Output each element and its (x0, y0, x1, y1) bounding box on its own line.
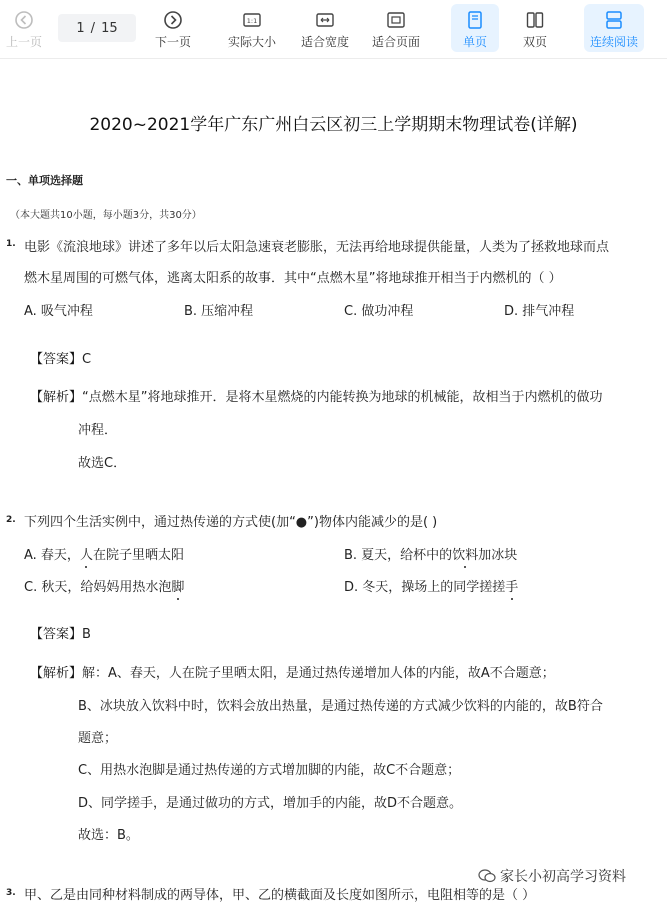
page-separator: / (90, 20, 96, 36)
question-3-stem: 甲、乙是由同种材料制成的两导体，甲、乙的横截面及长度如图所示，电阻相等的是（ ） (24, 888, 536, 903)
chevron-right-circle-icon (163, 10, 183, 30)
prev-page-label: 上一页 (5, 35, 42, 49)
question-number: 2. (6, 515, 16, 525)
fit-page-icon (386, 10, 406, 30)
option-text: D. 冬天，操场上的同学搓搓 (344, 580, 506, 595)
analysis-line-2: B、冰块放入饮料中时，饮料会放出热量，是通过热传递的方式减少饮料的内能的，故B符合 (78, 699, 603, 714)
next-page-label: 下一页 (154, 35, 191, 49)
option-text: A. 春天， (24, 548, 80, 563)
option-d: D. 排气冲程 (504, 304, 575, 319)
analysis-line-6: 故选：B。 (78, 828, 139, 843)
analysis-line-1 (30, 664, 555, 684)
analysis-line-4: C、用热水泡脚是通过热传递的方式增加脚的内能，故C不合题意； (78, 763, 461, 778)
double-page-icon (525, 10, 545, 30)
analysis-line-3: 故选C． (78, 456, 127, 471)
option-d (344, 578, 518, 598)
analysis-tag: 【解析】 (30, 666, 83, 681)
wechat-logo-icon (478, 868, 496, 884)
page-total: 15 (101, 20, 118, 36)
single-page-button[interactable] (451, 4, 499, 52)
watermark (478, 866, 626, 886)
emphasis-dot-text: 饮料 (452, 548, 479, 563)
question-number: 3. (6, 888, 16, 898)
section-heading: 一、单项选择题 (6, 174, 83, 187)
option-text: 加冰块 (478, 548, 518, 563)
analysis-text: “点燃木星”将地球推开．是将木星燃烧的内能转换为地球的机械能，故相当于内燃机的做功 (82, 390, 603, 405)
option-c: C. 做功冲程 (344, 304, 414, 319)
single-page-icon (465, 10, 485, 30)
section-note: （本大题共10小题，每小题3分，共30分） (10, 210, 202, 221)
emphasis-dot-text: 手 (505, 580, 519, 595)
actual-size-icon (242, 10, 262, 30)
answer-tag: 【答案】 (30, 352, 83, 367)
fit-page-label: 适合页面 (371, 35, 420, 49)
question-1-line-2: 燃木星周围的可燃气体，逃离太阳系的故事．其中“点燃木星”将地球推开相当于内燃机的（ ） (24, 271, 562, 286)
answer-value: C (82, 352, 92, 367)
answer-line (30, 625, 91, 645)
answer-value: B (82, 627, 91, 642)
continuous-read-icon (604, 10, 624, 30)
question-2-stem: 下列四个生活实例中，通过热传递的方式使(加“●”)物体内能减少的是( ) (24, 515, 438, 530)
fit-width-icon (315, 10, 335, 30)
fit-page-button[interactable] (367, 4, 425, 52)
single-page-label: 单页 (462, 35, 487, 49)
option-b: B. 压缩冲程 (184, 304, 254, 319)
question-number: 1. (6, 239, 16, 249)
option-text: C. 秋天，给妈妈用热水泡 (24, 580, 172, 595)
answer-line (30, 350, 91, 370)
analysis-tag: 【解析】 (30, 390, 83, 405)
viewer-toolbar (0, 0, 667, 59)
option-a: A. 吸气冲程 (24, 304, 93, 319)
double-page-label: 双页 (522, 35, 547, 49)
analysis-line-1 (30, 388, 603, 408)
prev-page-button[interactable] (2, 4, 46, 52)
actual-size-label: 实际大小 (227, 35, 276, 49)
emphasis-dot-text: 脚 (171, 580, 185, 595)
option-text: B. 夏天，给杯中的 (344, 548, 453, 563)
actual-size-button[interactable] (223, 4, 281, 52)
watermark-text: 家长小初高学习资料 (500, 869, 626, 885)
actual-size-icon-text: 1:1 (246, 17, 258, 25)
fit-width-button[interactable] (296, 4, 354, 52)
option-a (24, 546, 184, 566)
double-page-button[interactable] (512, 4, 558, 52)
question-1-line-1: 电影《流浪地球》讲述了多年以后太阳急速衰老膨胀，无法再给地球提供能量，人类为了拯救地球而点 (24, 240, 610, 255)
analysis-line-3: 题意； (78, 731, 118, 746)
page-current[interactable]: 1 (76, 20, 85, 36)
answer-tag: 【答案】 (30, 627, 83, 642)
page-indicator[interactable] (58, 14, 136, 42)
continuous-read-label: 连续阅读 (589, 35, 638, 49)
analysis-text: 解：A、春天，人在院子里晒太阳，是通过热传递增加人体的内能，故A不合题意； (82, 666, 555, 681)
option-text: 在院子里晒太阳 (92, 548, 184, 563)
option-b (344, 546, 517, 566)
page-title: 2020~2021学年广东广州白云区初三上学期期末物理试卷(详解) (89, 115, 578, 135)
fit-width-label: 适合宽度 (300, 35, 349, 49)
emphasis-dot-text: 人 (79, 548, 93, 563)
analysis-line-5: D、同学搓手，是通过做功的方式，增加手的内能，故D不合题意。 (78, 796, 463, 811)
continuous-read-button[interactable] (584, 4, 644, 52)
next-page-button[interactable] (150, 4, 196, 52)
chevron-left-circle-icon (14, 10, 34, 30)
analysis-line-2: 冲程． (78, 423, 118, 438)
option-c (24, 578, 184, 598)
